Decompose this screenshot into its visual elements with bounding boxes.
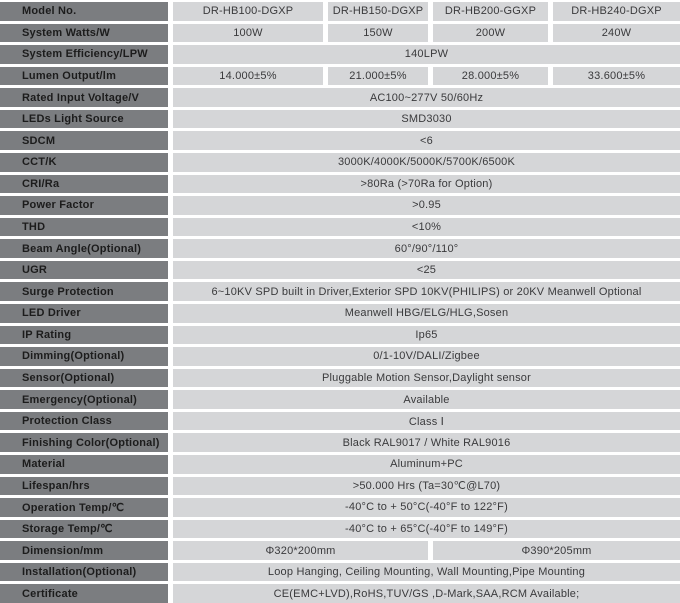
row-label: Dimension/mm [0,541,168,560]
row-label: Finishing Color(Optional) [0,433,168,452]
row-value: DR-HB240-DGXP [553,2,680,21]
row-label: CRI/Ra [0,175,168,194]
row-value: Meanwell HBG/ELG/HLG,Sosen [173,304,680,323]
row-value: 60°/90°/110° [173,239,680,258]
row-label: LED Driver [0,304,168,323]
row-value: 100W [173,24,323,43]
row-label: Surge Protection [0,282,168,301]
row-value: AC100~277V 50/60Hz [173,88,680,107]
row-label: Lumen Output/lm [0,67,168,86]
row-value: <6 [173,131,680,150]
row-value: Φ390*205mm [433,541,680,560]
row-value: 240W [553,24,680,43]
row-label: Lifespan/hrs [0,477,168,496]
row-value: >0.95 [173,196,680,215]
row-value: Φ320*200mm [173,541,428,560]
row-label: SDCM [0,131,168,150]
row-value: 33.600±5% [553,67,680,86]
row-value: Available [173,390,680,409]
row-label: IP Rating [0,326,168,345]
row-value: -40°C to + 50°C(-40°F to 122°F) [173,498,680,517]
row-value: 3000K/4000K/5000K/5700K/6500K [173,153,680,172]
row-value: >50.000 Hrs (Ta=30℃@L70) [173,477,680,496]
row-label: Installation(Optional) [0,563,168,582]
row-label: Operation Temp/℃ [0,498,168,517]
row-value: Loop Hanging, Ceiling Mounting, Wall Mounting,Pipe Mounting [173,563,680,582]
row-value: 0/1-10V/DALI/Zigbee [173,347,680,366]
spec-table [0,2,680,603]
row-value: CE(EMC+LVD),RoHS,TUV/GS ,D-Mark,SAA,RCM Available; [173,584,680,603]
row-label: THD [0,218,168,237]
row-label: System Watts/W [0,24,168,43]
row-label: Emergency(Optional) [0,390,168,409]
row-value: Black RAL9017 / White RAL9016 [173,433,680,452]
row-label: Material [0,455,168,474]
row-label: System Efficiency/LPW [0,45,168,64]
row-value: Class Ⅰ [173,412,680,431]
row-value: 140LPW [173,45,680,64]
row-label: Model No. [0,2,168,21]
row-label: Dimming(Optional) [0,347,168,366]
row-label: Sensor(Optional) [0,369,168,388]
row-value: DR-HB100-DGXP [173,2,323,21]
row-label: LEDs Light Source [0,110,168,129]
row-value: Aluminum+PC [173,455,680,474]
row-label: Beam Angle(Optional) [0,239,168,258]
row-value: <10% [173,218,680,237]
row-label: UGR [0,261,168,280]
row-value: SMD3030 [173,110,680,129]
row-value: 28.000±5% [433,67,548,86]
row-label: Protection Class [0,412,168,431]
row-value: DR-HB150-DGXP [328,2,428,21]
row-value: <25 [173,261,680,280]
row-value: >80Ra (>70Ra for Option) [173,175,680,194]
row-value: 14.000±5% [173,67,323,86]
row-value: 6~10KV SPD built in Driver,Exterior SPD 10KV(PHILIPS) or 20KV Meanwell Optional [173,282,680,301]
row-value: 200W [433,24,548,43]
row-label: Storage Temp/℃ [0,520,168,539]
row-value: Ip65 [173,326,680,345]
row-label: CCT/K [0,153,168,172]
row-value: -40°C to + 65°C(-40°F to 149°F) [173,520,680,539]
row-value: 150W [328,24,428,43]
row-label: Power Factor [0,196,168,215]
row-value: Pluggable Motion Sensor,Daylight sensor [173,369,680,388]
row-label: Rated Input Voltage/V [0,88,168,107]
row-label: Certificate [0,584,168,603]
row-value: DR-HB200-GGXP [433,2,548,21]
row-value: 21.000±5% [328,67,428,86]
